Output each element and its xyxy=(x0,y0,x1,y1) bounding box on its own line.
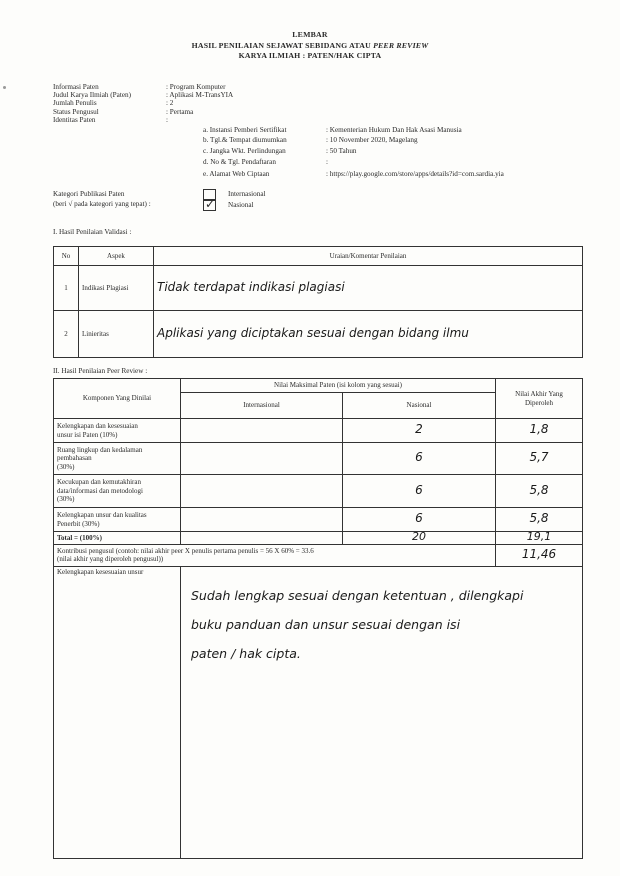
row-aspect: Indikasi Plagiasi xyxy=(79,266,154,311)
category-hint: (beri √ pada kategori yang tepat) : xyxy=(53,200,151,208)
nat-cell xyxy=(343,508,496,532)
identity-label-e: e. Alamat Web Ciptaan xyxy=(203,170,270,178)
handwritten-nat-1: 2 xyxy=(415,422,423,437)
component-line: Penerbit (30%) xyxy=(57,519,100,528)
col-header-final-line1: Nilai Akhir Yang xyxy=(515,390,563,398)
table-row xyxy=(54,311,583,358)
table-row xyxy=(54,266,583,311)
info-label-3: Status Pengusul xyxy=(53,108,99,116)
contribution-line1: Kontribusi pengusul (contoh: nilai akhir peer X penulis pertama penulis = 56 X 60% = 33.6 xyxy=(57,546,314,555)
doc-title-line3: KARYA ILMIAH : PATEN/HAK CIPTA xyxy=(238,51,382,60)
doc-title-peer-review: PEER REVIEW xyxy=(373,41,429,50)
handwritten-total-nat: 20 xyxy=(412,530,426,543)
nat-cell xyxy=(343,419,496,443)
col-header-aspect: Aspek xyxy=(79,247,154,266)
identity-value-e: : https://play.google.com/store/apps/details?id=com.sardia.yia xyxy=(326,170,504,178)
info-value-2: : 2 xyxy=(166,99,174,107)
row-aspect: Linieritas xyxy=(79,311,154,358)
table-row xyxy=(54,508,583,532)
identity-label-c: c. Jangka Wkt. Perlindungan xyxy=(203,147,286,155)
handwritten-final-2: 5,7 xyxy=(529,450,549,465)
final-cell xyxy=(496,443,583,475)
col-header-no: No xyxy=(54,247,79,266)
intl-cell xyxy=(181,508,343,532)
contribution-label xyxy=(54,544,496,566)
total-row xyxy=(54,532,583,545)
intl-cell xyxy=(181,475,343,508)
contribution-row xyxy=(54,544,583,566)
handwritten-final-1: 1,8 xyxy=(529,422,549,437)
component-line: (30%) xyxy=(57,462,75,471)
component-cell xyxy=(54,508,181,532)
intl-cell xyxy=(181,443,343,475)
validation-table xyxy=(53,246,583,358)
component-cell xyxy=(54,475,181,508)
col-header-national: Nasional xyxy=(343,393,496,419)
identity-value-a: : Kementerian Hukum Dan Hak Asasi Manusia xyxy=(326,126,462,134)
info-label-1: Judul Karya Ilmiah (Paten) xyxy=(53,91,132,99)
table-row xyxy=(54,419,583,443)
contribution-value xyxy=(496,544,583,566)
col-header-comment: Uraian/Komentar Penilaian xyxy=(154,247,583,266)
handwritten-nat-4: 6 xyxy=(415,511,423,526)
doc-title-line2-text: HASIL PENILAIAN SEJAWAT SEBIDANG ATAU xyxy=(191,41,371,50)
table-row xyxy=(54,443,583,475)
component-line: Kelengkapan dan kesesuaian xyxy=(57,422,138,430)
info-value-4: : xyxy=(166,116,168,124)
col-header-max: Nilai Maksimal Paten (isi kolom yang sesuai) xyxy=(181,379,496,393)
category-label: Kategori Publikasi Paten xyxy=(53,190,125,198)
final-cell xyxy=(496,508,583,532)
contribution-line2: (nilai akhir yang diperoleh pengusul)) xyxy=(57,555,164,563)
total-final xyxy=(496,532,583,545)
handwritten-final-4: 5,8 xyxy=(529,511,549,526)
component-cell xyxy=(54,443,181,475)
row-no: 1 xyxy=(54,266,79,311)
intl-cell xyxy=(181,419,343,443)
handwritten-final-3: 5,8 xyxy=(529,482,549,497)
info-label-4: Identitas Paten xyxy=(53,116,96,124)
component-cell xyxy=(54,419,181,443)
completeness-row xyxy=(54,566,583,858)
section1-title: I. Hasil Penilaian Validasi : xyxy=(53,228,132,236)
col-header-international: Internasional xyxy=(181,393,343,419)
handwritten-nat-3: 6 xyxy=(415,482,423,497)
identity-value-b: : 10 November 2020, Magelang xyxy=(326,136,418,144)
completeness-comment xyxy=(181,566,583,858)
component-line: Kecukupan dan kemutakhiran xyxy=(57,478,141,487)
component-line: Ruang lingkup dan kedalaman xyxy=(57,445,143,454)
total-intl xyxy=(181,532,343,545)
doc-title-line1: LEMBAR xyxy=(292,30,328,39)
col-header-component: Komponen Yang Dinilai xyxy=(54,379,181,419)
row-no: 2 xyxy=(54,311,79,358)
category-option-national: Nasional xyxy=(228,201,254,209)
peer-review-table xyxy=(53,378,583,859)
checkbox-national[interactable] xyxy=(203,197,216,211)
handwritten-completeness-2: buku panduan dan unsur sesuai dengan isi xyxy=(191,616,461,632)
info-label-2: Jumlah Penulis xyxy=(53,99,97,107)
nat-cell xyxy=(343,475,496,508)
component-line: data/informasi dan metodologi xyxy=(57,486,143,495)
component-line: pembahasan xyxy=(57,454,92,463)
handwritten-comment-1: Tidak terdapat indikasi plagiasi xyxy=(157,279,345,294)
component-line: unsur isi Paten (10%) xyxy=(57,430,118,439)
table-row xyxy=(54,475,583,508)
col-header-final-line2: Diperoleh xyxy=(525,398,553,407)
identity-value-d: : xyxy=(326,158,328,166)
col-header-final xyxy=(496,379,583,419)
info-value-1: : Aplikasi M-TransYIA xyxy=(166,91,234,99)
scan-speck xyxy=(3,86,6,89)
total-label: Total = (100%) xyxy=(54,532,181,545)
completeness-label: Kelengkapan kesesuaian unsur xyxy=(54,566,181,858)
info-value-3: : Pertama xyxy=(166,108,194,116)
row-comment-handwritten xyxy=(154,311,583,358)
handwritten-contribution: 11,46 xyxy=(521,546,557,561)
component-line: Kelengkapan unsur dan kualitas xyxy=(57,511,147,519)
handwritten-comment-2: Aplikasi yang diciptakan sesuai dengan bidang ilmu xyxy=(157,325,469,340)
identity-label-b: b. Tgl.& Tempat diumumkan xyxy=(203,136,287,144)
final-cell xyxy=(496,419,583,443)
identity-label-d: d. No & Tgl. Pendaftaran xyxy=(203,158,276,166)
info-value-0: : Program Komputer xyxy=(166,83,226,91)
final-cell xyxy=(496,475,583,508)
handwritten-completeness-3: paten / hak cipta. xyxy=(191,645,301,661)
checkmark-icon: ✓ xyxy=(205,197,216,211)
total-nat xyxy=(343,532,496,545)
identity-label-a: a. Instansi Pemberi Sertifikat xyxy=(203,126,287,134)
handwritten-total-final: 19,1 xyxy=(526,530,552,543)
handwritten-completeness-1: Sudah lengkap sesuai dengan ketentuan , dilengkapi xyxy=(191,587,524,603)
nat-cell xyxy=(343,443,496,475)
handwritten-nat-2: 6 xyxy=(415,450,423,465)
row-comment-handwritten xyxy=(154,266,583,311)
component-line: (30%) xyxy=(57,495,75,504)
identity-value-c: : 50 Tahun xyxy=(326,147,357,155)
section2-title: II. Hasil Penilaian Peer Review : xyxy=(53,367,148,375)
category-option-international: Internasional xyxy=(228,190,266,198)
info-label-0: Informasi Paten xyxy=(53,83,99,91)
doc-title-line2 xyxy=(0,41,620,50)
